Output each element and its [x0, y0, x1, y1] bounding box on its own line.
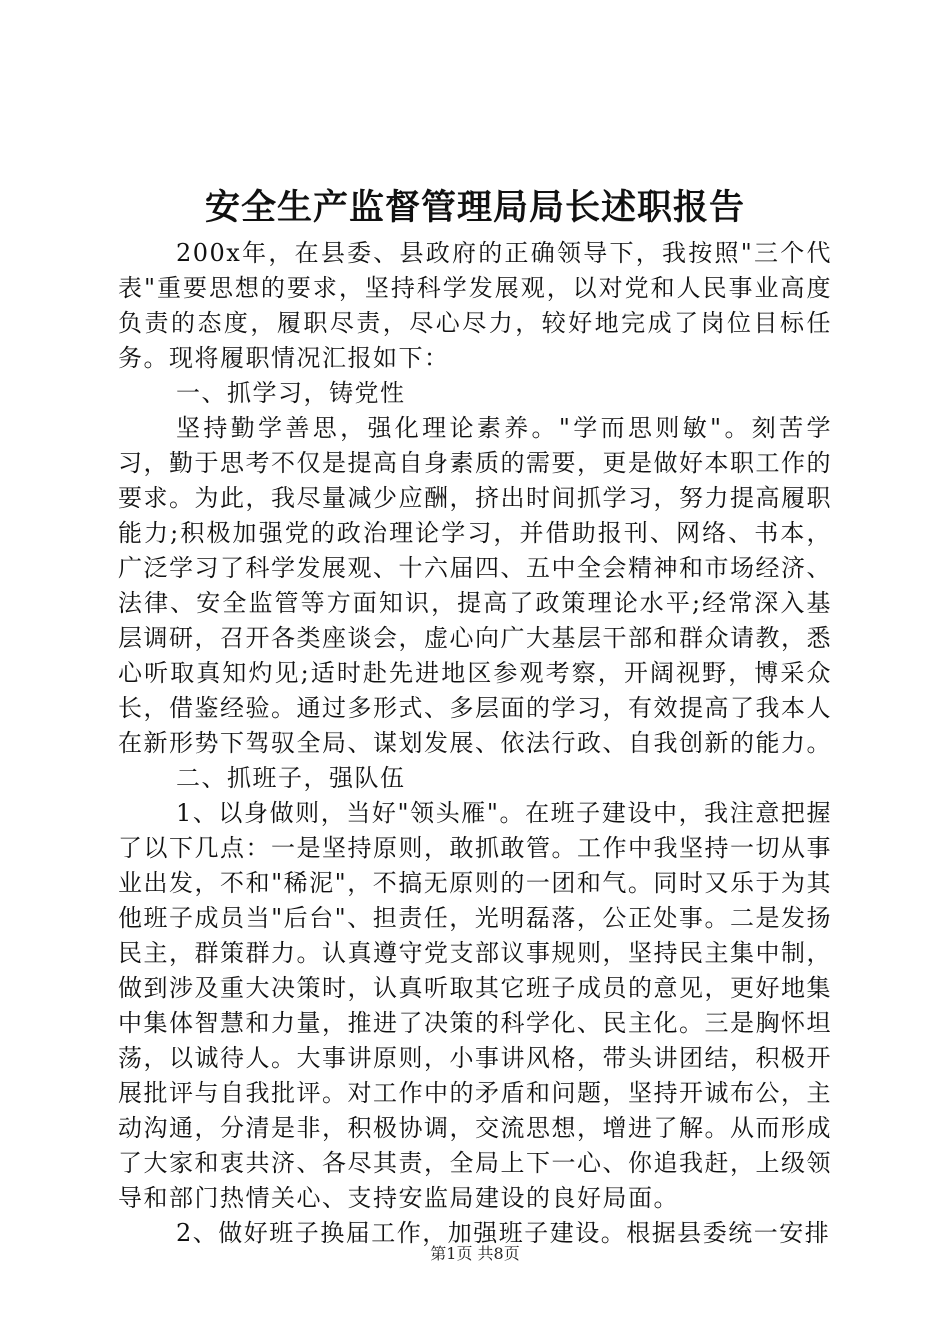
section-heading-study: 一、抓学习，铸党性	[176, 379, 406, 407]
intro-paragraph: 200x年，在县委、县政府的正确领导下，我按照"三个代表"重要思想的要求，坚持科学发展观，以对党和人民事业高度负责的态度，履职尽责，尽心尽力，较好地完成了岗位目标任务。现将履职情况汇报如下：	[118, 239, 832, 372]
section-heading-team: 二、抓班子，强队伍	[176, 764, 406, 792]
document-title: 安全生产监督管理局局长述职报告	[204, 187, 745, 228]
team-paragraph-1: 1、以身做则，当好"领头雁"。在班子建设中，我注意把握了以下几点：一是坚持原则，敢抓敢管。工作中我坚持一切从事业出发，不和"稀泥"，不搞无原则的一团和气。同时又乐于为其他班子成员当"后台"、担责任，光明磊落，公正处事。二是发扬民主，群策群力。认真遵守党支部议事规则，坚持民主集中制，做到涉及重大决策时，认真听取其它班子成员的意见，更好地集中集体智慧和力量，推进了决策的科学化、民主化。三是胸怀坦荡，以诚待人。大事讲原则，小事讲风格，带头讲团结，积极开展批评与自我批评。对工作中的矛盾和问题，坚持开诚布公，主动沟通，分清是非，积极协调，交流思想，增进了解。从而形成了大家和衷共济、各尽其责，全局上下一心、你追我赶，上级领导和部门热情关心、支持安监局建设的良好局面。	[118, 799, 832, 1212]
team-paragraph-2: 2、做好班子换届工作，加强班子建设。根据县委统一安排	[176, 1219, 831, 1247]
document-body	[118, 236, 832, 1251]
page-footer: 第1页 共8页	[430, 1244, 520, 1263]
study-paragraph: 坚持勤学善思，强化理论素养。"学而思则敏"。刻苦学习，勤于思考不仅是提高自身素质的需要，更是做好本职工作的要求。为此，我尽量减少应酬，挤出时间抓学习，努力提高履职能力;积极加强党的政治理论学习，并借助报刊、网络、书本，广泛学习了科学发展观、十六届四、五中全会精神和市场经济、法律、安全监管等方面知识，提高了政策理论水平;经常深入基层调研，召开各类座谈会，虚心向广大基层干部和群众请教，悉心听取真知灼见;适时赴先进地区参观考察，开阔视野，博采众长，借鉴经验。通过多形式、多层面的学习，有效提高了我本人在新形势下驾驭全局、谋划发展、依法行政、自我创新的能力。	[118, 414, 832, 757]
